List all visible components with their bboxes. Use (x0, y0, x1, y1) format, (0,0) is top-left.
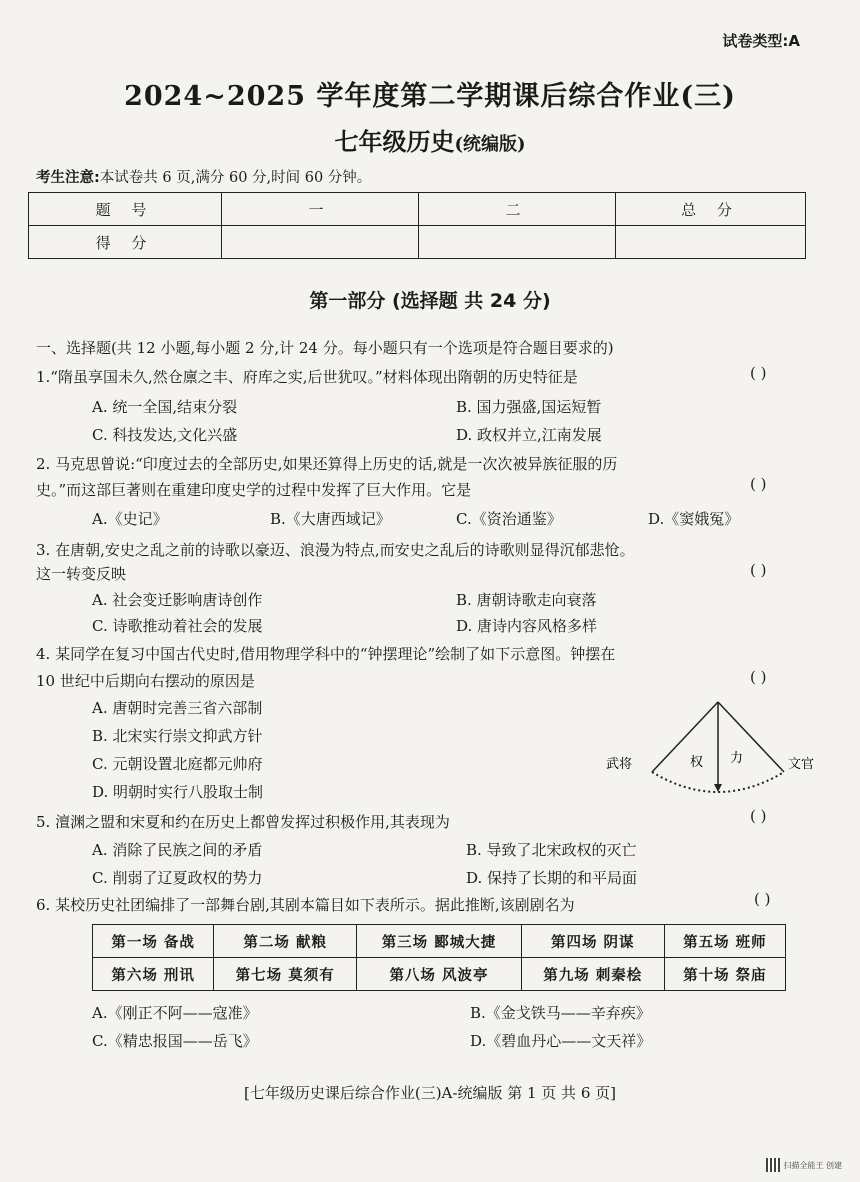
score-label-cell: 得 分 (29, 226, 222, 259)
q3-stem-line2: 这一转变反映 (36, 565, 127, 583)
q4-stem-line1: 4. 某同学在复习中国古代史时,借用物理学科中的“钟摆理论”绘制了如下示意图。钟摆在 (36, 645, 616, 663)
q6-stem: 6. 某校历史社团编排了一部舞台剧,其剧本篇目如下表所示。据此推断,该剧剧名为 (36, 896, 575, 914)
q2-option-c[interactable]: C.《资治通鉴》 (456, 510, 562, 528)
scene-cell: 第三场 郾城大捷 (357, 925, 522, 958)
exam-subtitle (0, 122, 860, 157)
part-title: 第一部分 (选择题 共 24 分) (309, 290, 551, 312)
scene-cell: 第二场 献粮 (214, 925, 357, 958)
scene-cell: 第十场 祭庙 (664, 958, 785, 991)
q2-option-d[interactable]: D.《窦娥冤》 (648, 510, 740, 528)
pendulum-diagram (606, 700, 820, 800)
q1-option-c[interactable]: C. 科技发达,文化兴盛 (92, 426, 238, 444)
q5-option-c[interactable]: C. 削弱了辽夏政权的势力 (92, 869, 263, 887)
scanner-watermark (766, 1158, 842, 1172)
exam-title: 2024~2025 学年度第二学期课后综合作业(三) (124, 81, 736, 112)
q6-option-b[interactable]: B.《金戈铁马——辛弃疾》 (470, 1004, 651, 1022)
q4-stem-line2: 10 世纪中后期向右摆动的原因是 (36, 672, 255, 690)
notice-text: 本试卷共 6 页,满分 60 分,时间 60 分钟。 (99, 170, 372, 186)
scanner-label: 扫描全能王 创建 (783, 1160, 842, 1170)
q2-option-a[interactable]: A.《史记》 (92, 510, 168, 528)
q4-option-b[interactable]: B. 北宋实行崇文抑武方针 (92, 727, 263, 745)
q1-answer-blank[interactable]: ( ) (750, 364, 767, 382)
section-heading: 一、选择题(共 12 小题,每小题 2 分,计 24 分。每小题只有一个选项是符合题目要求的) (36, 339, 614, 357)
q3-option-b[interactable]: B. 唐朝诗歌走向衰落 (456, 591, 597, 609)
q4-option-c[interactable]: C. 元朝设置北庭都元帅府 (92, 755, 263, 773)
paper-type-label: 试卷类型:A (722, 32, 800, 50)
scene-cell: 第八场 风波亭 (357, 958, 522, 991)
q5-answer-blank[interactable]: ( ) (750, 807, 767, 825)
q3-option-d[interactable]: D. 唐诗内容风格多样 (456, 617, 598, 635)
notice-label: 考生注意: (36, 170, 100, 186)
score-header-cell: 题 号 (29, 193, 222, 226)
score-header-cell: 总 分 (616, 193, 806, 226)
subject-title: 七年级历史 (334, 127, 455, 156)
q6-option-c[interactable]: C.《精忠报国——岳飞》 (92, 1032, 258, 1050)
q4-answer-blank[interactable]: ( ) (750, 668, 767, 686)
score-header-cell: 一 (222, 193, 419, 226)
q5-option-b[interactable]: B. 导致了北宋政权的灭亡 (466, 841, 637, 859)
q6-option-d[interactable]: D.《碧血丹心——文天祥》 (470, 1032, 652, 1050)
q6-answer-blank[interactable]: ( ) (754, 890, 771, 908)
q3-option-a[interactable]: A. 社会变迁影响唐诗创作 (92, 591, 263, 609)
scene-cell: 第一场 备战 (93, 925, 214, 958)
scene-cell: 第四场 阴谋 (521, 925, 664, 958)
candidate-notice (36, 166, 371, 187)
q1-option-b[interactable]: B. 国力强盛,国运短暂 (456, 398, 602, 416)
pendulum-mid-label-1: 权 (690, 755, 704, 770)
q2-stem-line1: 2. 马克思曾说:“印度过去的全部历史,如果还算得上历史的话,就是一次次被异族征服的历 (36, 455, 618, 473)
pendulum-left-label: 武将 (606, 757, 633, 772)
scene-cell: 第五场 班师 (664, 925, 785, 958)
qr-code-icon (766, 1158, 780, 1172)
q1-option-a[interactable]: A. 统一全国,结束分裂 (92, 398, 238, 416)
score-input-cell[interactable] (222, 226, 419, 259)
pendulum-mid-label-2: 力 (730, 751, 744, 766)
score-input-cell[interactable] (419, 226, 616, 259)
edition-label: (统编版) (454, 134, 526, 155)
q5-option-d[interactable]: D. 保持了长期的和平局面 (466, 869, 638, 887)
scene-table (92, 924, 786, 991)
q3-stem-line1: 3. 在唐朝,安史之乱之前的诗歌以豪迈、浪漫为特点,而安史之乱后的诗歌则显得沉郁悲怆。 (36, 541, 635, 559)
q3-option-c[interactable]: C. 诗歌推动着社会的发展 (92, 617, 263, 635)
q1-stem: 1.“隋虽享国未久,然仓廪之丰、府库之实,后世犹叹。”材料体现出隋朝的历史特征是 (36, 368, 578, 386)
score-table (28, 192, 806, 259)
q5-stem: 5. 澶渊之盟和宋夏和约在历史上都曾发挥过积极作用,其表现为 (36, 813, 450, 831)
q5-option-a[interactable]: A. 消除了民族之间的矛盾 (92, 841, 263, 859)
q2-answer-blank[interactable]: ( ) (750, 475, 767, 493)
q6-option-a[interactable]: A.《刚正不阿——寇准》 (92, 1004, 258, 1022)
scene-cell: 第九场 刺秦桧 (521, 958, 664, 991)
score-header-cell: 二 (419, 193, 616, 226)
score-input-cell[interactable] (616, 226, 806, 259)
q1-option-d[interactable]: D. 政权并立,江南发展 (456, 426, 602, 444)
q4-option-d[interactable]: D. 明朝时实行八股取士制 (92, 783, 264, 801)
page-footer: [七年级历史课后综合作业(三)A-统编版 第 1 页 共 6 页] (243, 1084, 616, 1102)
q2-option-b[interactable]: B.《大唐西域记》 (270, 510, 391, 528)
pendulum-right-label: 文官 (788, 757, 815, 772)
q2-stem-line2: 史。”而这部巨著则在重建印度史学的过程中发挥了巨大作用。它是 (36, 481, 472, 499)
q3-answer-blank[interactable]: ( ) (750, 561, 767, 579)
scene-cell: 第七场 莫须有 (214, 958, 357, 991)
scene-cell: 第六场 刑讯 (93, 958, 214, 991)
q4-option-a[interactable]: A. 唐朝时完善三省六部制 (92, 699, 263, 717)
